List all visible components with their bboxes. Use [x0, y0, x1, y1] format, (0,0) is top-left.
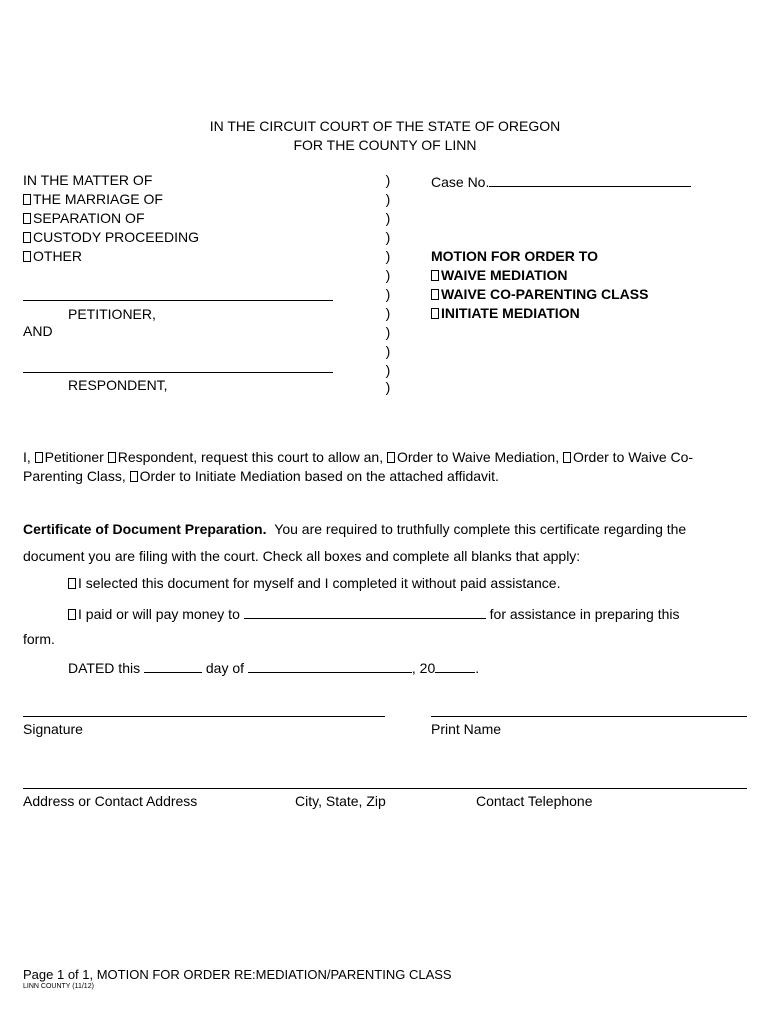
- motion-title: MOTION FOR ORDER TO: [431, 248, 598, 264]
- checkbox[interactable]: [431, 289, 439, 300]
- matter-heading: IN THE MATTER OF: [23, 172, 153, 188]
- case-number-field[interactable]: [489, 172, 691, 187]
- motion-option-waive-mediation: WAIVE MEDIATION: [431, 267, 568, 283]
- preparer-name-field[interactable]: [244, 604, 486, 619]
- checkbox[interactable]: [431, 270, 439, 281]
- checkbox[interactable]: [23, 232, 31, 243]
- year-field[interactable]: [435, 658, 475, 673]
- caption-paren: ): [385, 191, 391, 207]
- address-line[interactable]: [23, 788, 747, 789]
- footer-county-code: LINN COUNTY (11/12): [23, 983, 94, 990]
- checkbox-order-waive-coparenting[interactable]: [563, 452, 571, 463]
- checkbox-petitioner[interactable]: [35, 452, 43, 463]
- signature-line[interactable]: [23, 716, 385, 717]
- caption-paren: ): [385, 248, 391, 264]
- checkbox[interactable]: [23, 194, 31, 205]
- dated-line: DATED this day of , 20 .: [68, 660, 480, 676]
- checkbox-respondent[interactable]: [108, 452, 116, 463]
- city-label: City, State, Zip: [295, 793, 386, 809]
- motion-option-initiate-mediation: INITIATE MEDIATION: [431, 305, 580, 321]
- checkbox[interactable]: [68, 609, 76, 620]
- respondent-label: RESPONDENT,: [68, 377, 168, 393]
- caption-paren: ): [385, 229, 391, 245]
- request-line-1: I, Petitioner Respondent, request this court to allow an, Order to Waive Mediation, Order to Waive Co-: [23, 449, 694, 465]
- day-field[interactable]: [144, 658, 202, 673]
- certificate-option-2-wrap: form.: [23, 631, 55, 647]
- motion-option-waive-coparenting: WAIVE CO-PARENTING CLASS: [431, 286, 648, 302]
- matter-option-separation: SEPARATION OF: [23, 210, 145, 226]
- matter-option-other: OTHER: [23, 248, 82, 264]
- month-field[interactable]: [248, 658, 412, 673]
- respondent-name-line[interactable]: [23, 372, 333, 373]
- certificate-option-1: I selected this document for myself and I completed it without paid assistance.: [68, 575, 560, 591]
- checkbox[interactable]: [431, 308, 439, 319]
- caption-paren: ): [385, 172, 391, 188]
- checkbox-order-initiate[interactable]: [130, 471, 138, 482]
- court-county: FOR THE COUNTY OF LINN: [293, 137, 477, 153]
- caption-paren: ): [385, 362, 391, 378]
- petitioner-name-line[interactable]: [23, 300, 333, 301]
- print-name-label: Print Name: [431, 721, 502, 737]
- checkbox[interactable]: [23, 213, 31, 224]
- certificate-option-2: I paid or will pay money to for assistance in preparing this: [68, 604, 680, 622]
- footer-page-info: Page 1 of 1, MOTION FOR ORDER RE:MEDIATION/PARENTING CLASS: [23, 967, 452, 982]
- checkbox-order-waive-mediation[interactable]: [387, 452, 395, 463]
- phone-label: Contact Telephone: [476, 793, 593, 809]
- certificate-heading: Certificate of Document Preparation.: [23, 521, 267, 537]
- signature-label: Signature: [23, 721, 83, 737]
- caption-paren: ): [385, 286, 391, 302]
- checkbox[interactable]: [23, 251, 31, 262]
- certificate-line-2: document you are filing with the court. Check all boxes and complete all blanks that apply:: [23, 548, 581, 564]
- matter-option-marriage: THE MARRIAGE OF: [23, 191, 163, 207]
- court-title: IN THE CIRCUIT COURT OF THE STATE OF OREGON: [209, 118, 561, 134]
- address-label: Address or Contact Address: [23, 793, 198, 809]
- caption-paren: ): [385, 379, 391, 395]
- case-number: Case No.: [431, 172, 691, 190]
- matter-option-custody: CUSTODY PROCEEDING: [23, 229, 199, 245]
- request-line-2: Parenting Class, Order to Initiate Mediation based on the attached affidavit.: [23, 468, 499, 484]
- caption-paren: ): [385, 343, 391, 359]
- caption-paren: ): [385, 267, 391, 283]
- caption-paren: ): [385, 210, 391, 226]
- certificate-line-1: Certificate of Document Preparation. You are required to truthfully complete this certificate regarding the: [23, 521, 687, 537]
- print-name-line[interactable]: [431, 716, 747, 717]
- caption-paren: ): [385, 324, 391, 340]
- petitioner-label: PETITIONER,: [68, 306, 156, 322]
- and-label: AND: [23, 323, 53, 339]
- caption-paren: ): [385, 305, 391, 321]
- checkbox[interactable]: [68, 578, 76, 589]
